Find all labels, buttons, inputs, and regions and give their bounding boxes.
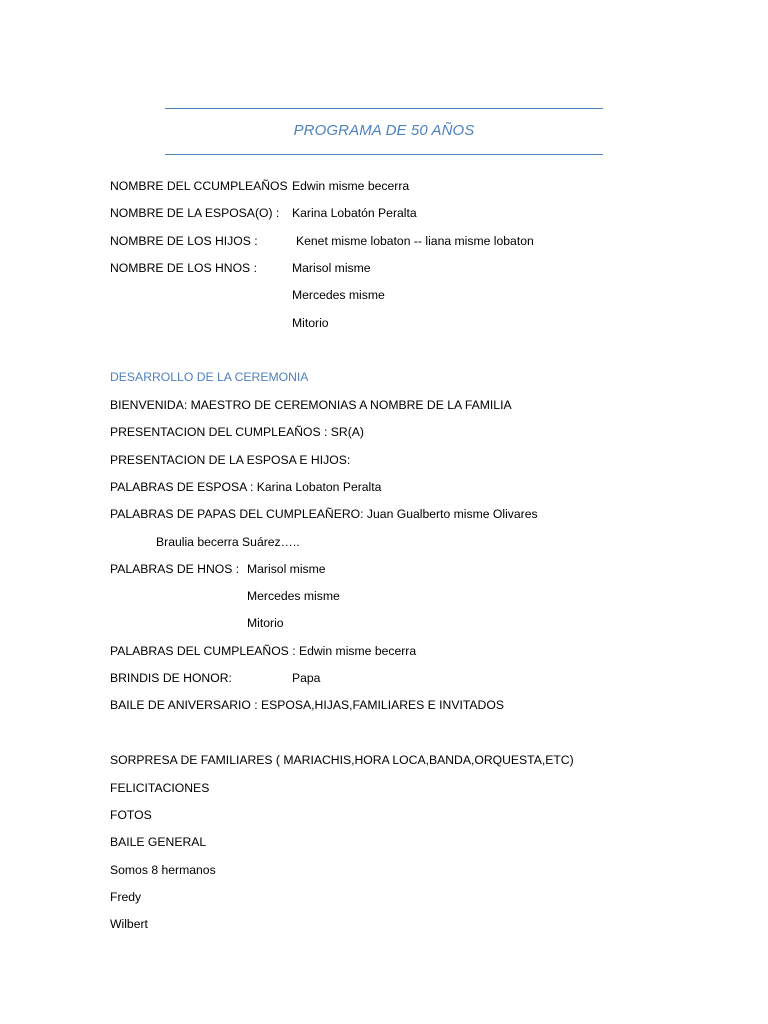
palabras-papas-continuation: Braulia becerra Suárez….. xyxy=(156,535,300,549)
cumpleanos-label: NOMBRE DEL CCUMPLEAÑOS xyxy=(110,179,288,193)
esposa-value: Karina Lobatón Peralta xyxy=(292,206,417,220)
palabras-esposa-line: PALABRAS DE ESPOSA : Karina Lobaton Peralta xyxy=(110,480,382,494)
bienvenida-line: BIENVENIDA: MAESTRO DE CEREMONIAS A NOMBRE DE LA FAMILIA xyxy=(110,398,512,412)
extra-item: FOTOS xyxy=(110,808,152,822)
extra-item: BAILE GENERAL xyxy=(110,835,207,849)
extra-item: SORPRESA DE FAMILIARES ( MARIACHIS,HORA LOCA,BANDA,ORQUESTA,ETC) xyxy=(110,753,574,767)
extra-item: Fredy xyxy=(110,890,142,904)
presentacion-cumple-line: PRESENTACION DEL CUMPLEAÑOS : SR(A) xyxy=(110,425,364,439)
hijos-label: NOMBRE DE LOS HIJOS : xyxy=(110,234,258,248)
extra-item: Somos 8 hermanos xyxy=(110,863,216,877)
hnos-label: NOMBRE DE LOS HNOS : xyxy=(110,261,257,275)
palabras-hnos-value-3: Mitorio xyxy=(247,616,284,630)
presentacion-esposa-line: PRESENTACION DE LA ESPOSA E HIJOS: xyxy=(110,453,351,467)
extra-item: FELICITACIONES xyxy=(110,781,210,795)
hnos-value-3: Mitorio xyxy=(292,316,329,330)
esposa-label: NOMBRE DE LA ESPOSA(O) : xyxy=(110,206,280,220)
title-bottom-rule xyxy=(165,154,603,155)
title-top-rule xyxy=(165,108,603,109)
palabras-hnos-label: PALABRAS DE HNOS : xyxy=(110,562,240,576)
palabras-cumple-line: PALABRAS DEL CUMPLEAÑOS : Edwin misme becerra xyxy=(110,644,417,658)
cumpleanos-value: Edwin misme becerra xyxy=(292,179,410,193)
extra-item: Wilbert xyxy=(110,917,148,931)
brindis-label: BRINDIS DE HONOR: xyxy=(110,671,232,685)
hijos-value: Kenet misme lobaton -- liana misme lobaton xyxy=(296,234,534,248)
palabras-hnos-value-2: Mercedes misme xyxy=(247,589,340,603)
page-title: PROGRAMA DE 50 AÑOS xyxy=(293,122,475,139)
hnos-value-2: Mercedes misme xyxy=(292,288,385,302)
palabras-hnos-value-1: Marisol misme xyxy=(247,562,326,576)
ceremonia-heading: DESARROLLO DE LA CEREMONIA xyxy=(110,370,309,384)
baile-aniversario-line: BAILE DE ANIVERSARIO : ESPOSA,HIJAS,FAMILIARES E INVITADOS xyxy=(110,698,504,712)
brindis-value: Papa xyxy=(292,671,321,685)
palabras-papas-line: PALABRAS DE PAPAS DEL CUMPLEAÑERO: Juan Gualberto misme Olivares xyxy=(110,507,538,521)
hnos-value-1: Marisol misme xyxy=(292,261,371,275)
